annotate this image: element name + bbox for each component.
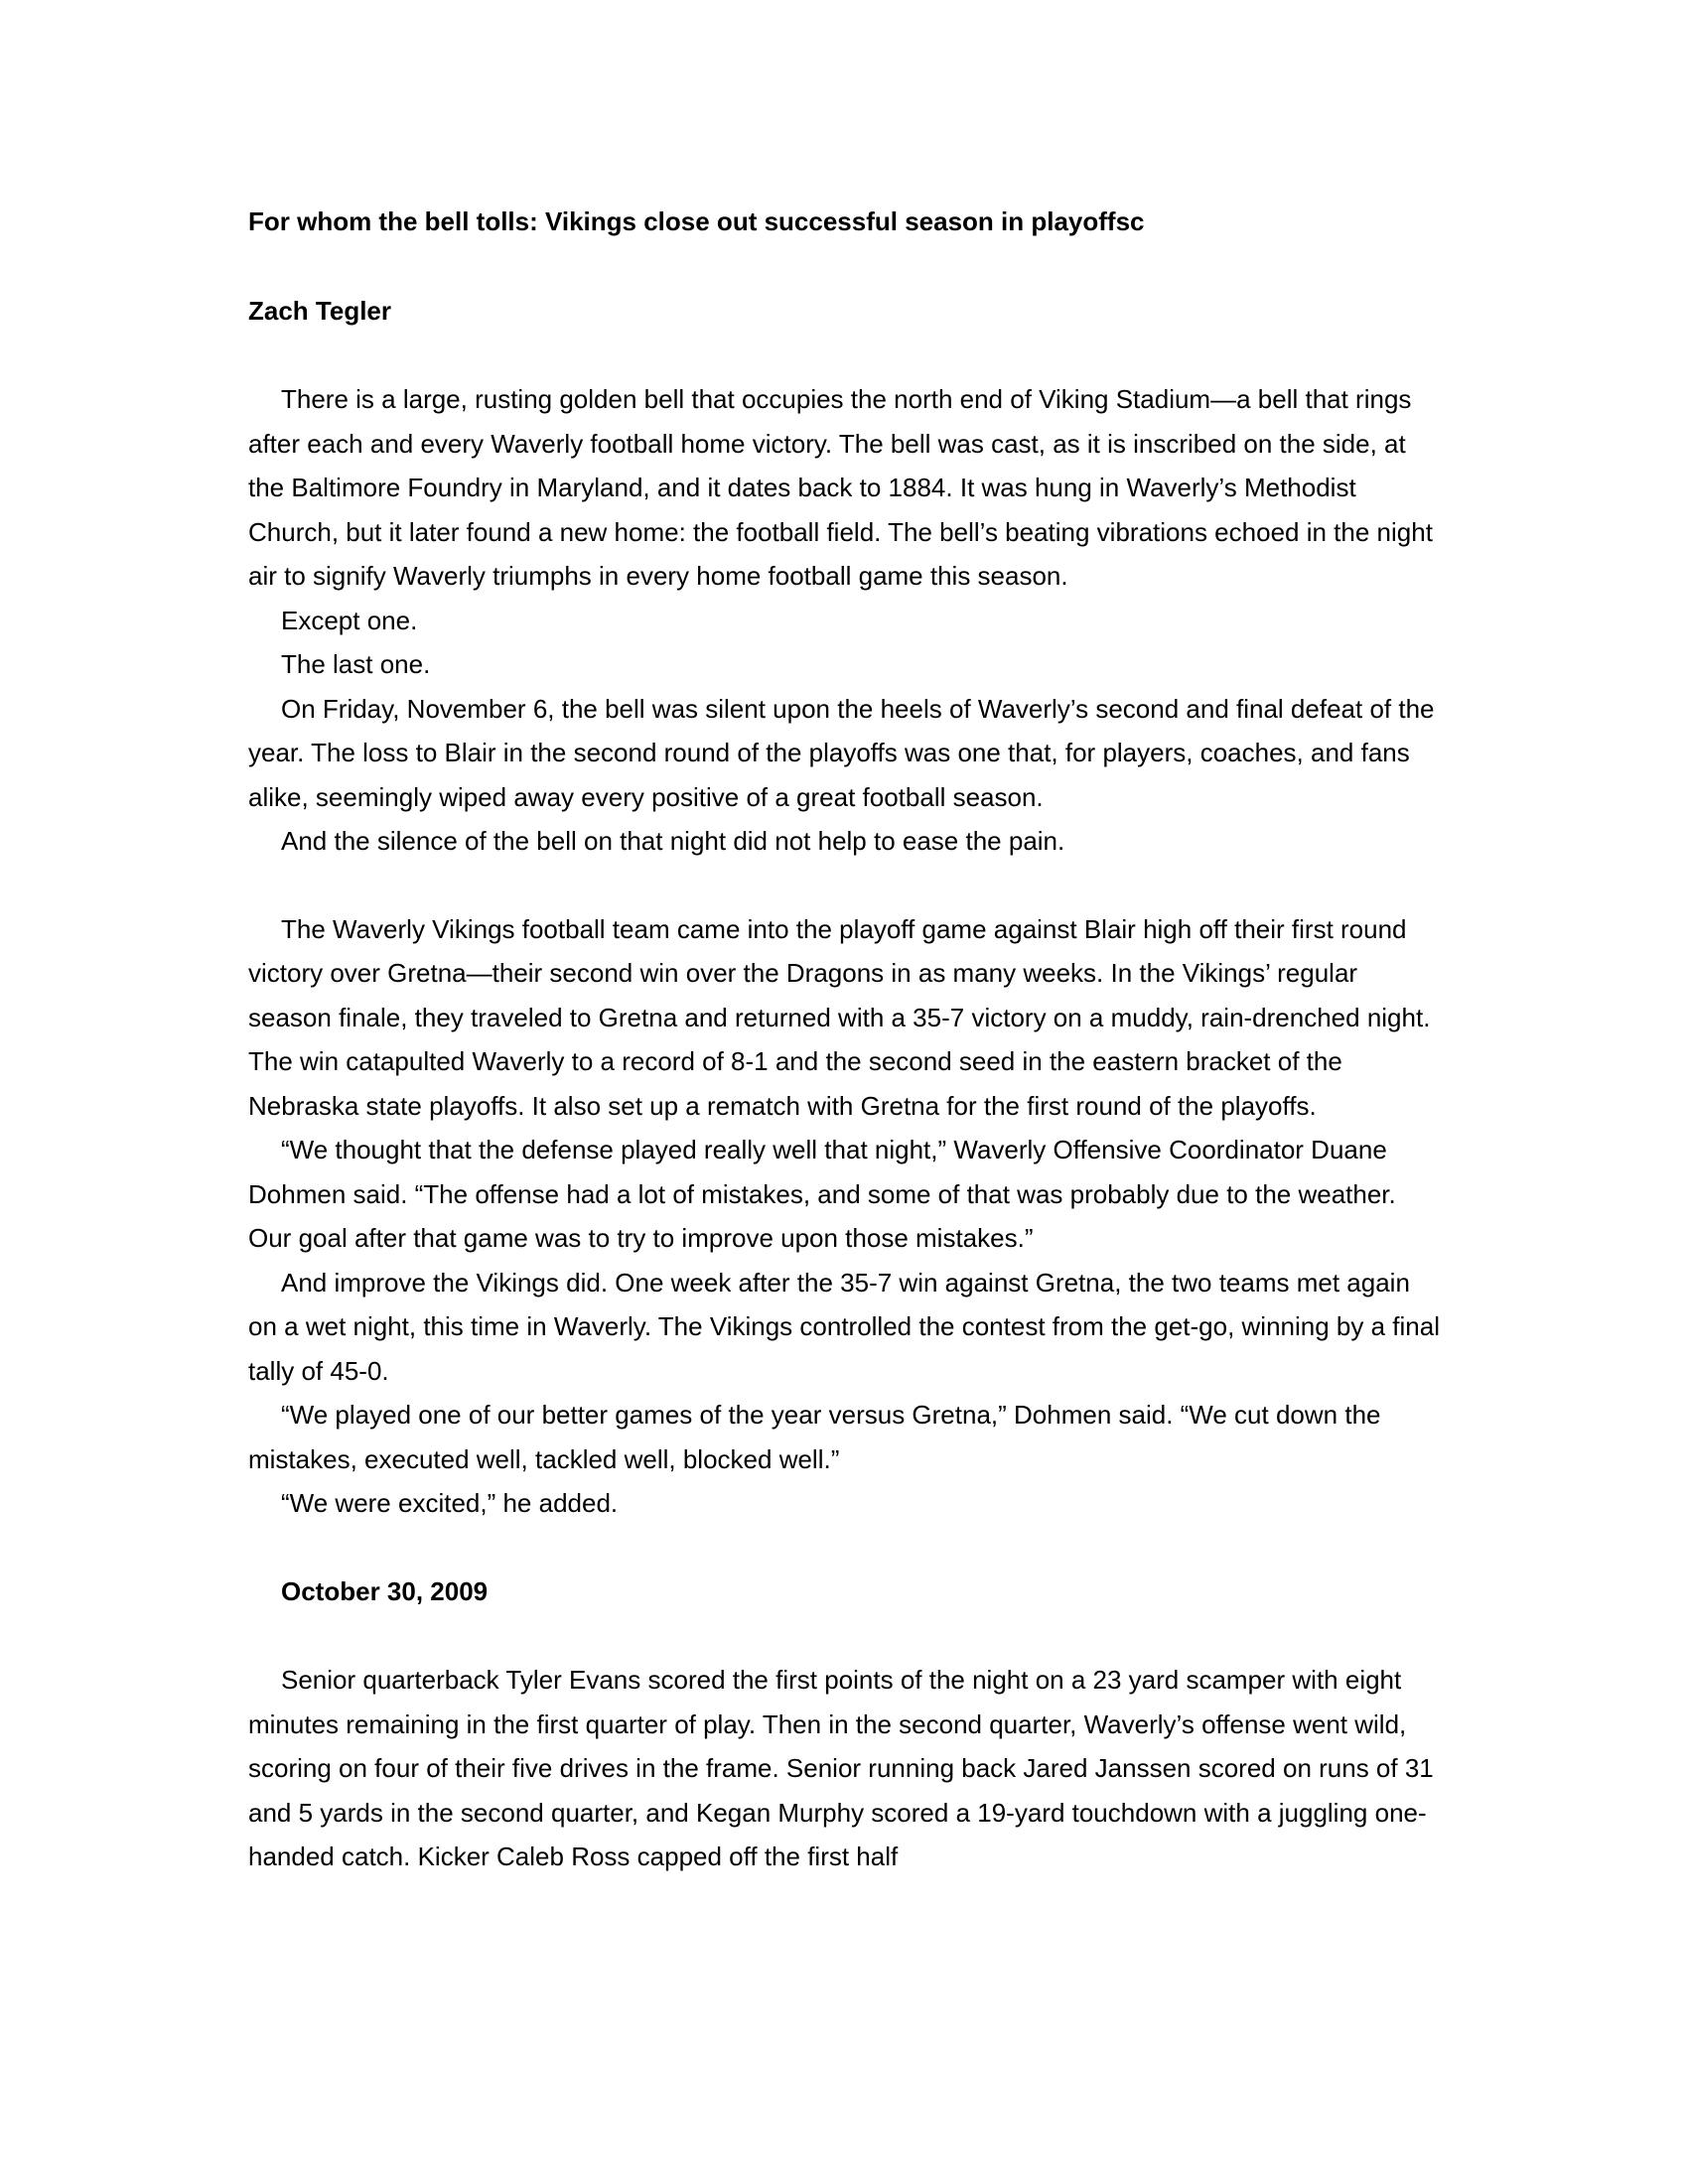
article-section-2 <box>248 907 1440 1526</box>
document-page <box>248 184 1440 1879</box>
paragraph: “We thought that the defense played really well that night,” Waverly Offensive Coordinator Duane Dohmen said. “The offense had a lot of mistakes, and some of that was probably due to the weather. Our goal after that game was to try to improve upon those mistakes.” <box>248 1135 1396 1253</box>
paragraph: “We were excited,” he added. <box>281 1488 619 1518</box>
paragraph: Senior quarterback Tyler Evans scored the first points of the night on a 23 yard scamper with eight minutes remaining in the first quarter of play. Then in the second quarter, Waverly’s offense went wild, scoring on four of their five drives in the frame. Senior running back Jared Janssen scored on runs of 31 and 5 yards in the second quarter, and Kegan Murphy scored a 19-yard touchdown with a juggling one-handed catch. Kicker Caleb Ross capped off the first half <box>248 1665 1434 1871</box>
paragraph: And improve the Vikings did. One week after the 35-7 win against Gretna, the two teams met again on a wet night, this time in Waverly. The Vikings controlled the contest from the get-go, winning by a final tally of 45-0. <box>248 1267 1440 1386</box>
paragraph: The last one. <box>281 649 431 679</box>
article-section-3 <box>248 1658 1440 1879</box>
paragraph: “We played one of our better games of the year versus Gretna,” Dohmen said. “We cut down the mistakes, executed well, tackled well, blocked well.” <box>248 1400 1381 1474</box>
paragraph: There is a large, rusting golden bell that occupies the north end of Viking Stadium—a bell that rings after each and every Waverly football home victory. The bell was cast, as it is inscribed on the side, at the Baltimore Foundry in Maryland, and it dates back to 1884. It was hung in Waverly’s Methodist Church, but it later found a new home: the football field. The bell’s beating vibrations echoed in the night air to signify Waverly triumphs in every home football game this season. <box>248 384 1433 591</box>
article-section-1 <box>248 377 1440 864</box>
article-author: Zach Tegler <box>248 295 392 326</box>
paragraph: And the silence of the bell on that night did not help to ease the pain. <box>281 826 1065 856</box>
article-title: For whom the bell tolls: Vikings close out successful season in playoffsc <box>248 206 1145 236</box>
paragraph: The Waverly Vikings football team came into the playoff game against Blair high off their first round victory over Gretna—their second win over the Dragons in as many weeks. In the Vikings’ regular season finale, they traveled to Gretna and returned with a 35-7 victory on a muddy, rain-drenched night. The win catapulted Waverly to a record of 8-1 and the second seed in the eastern bracket of the Nebraska state playoffs. It also set up a rematch with Gretna for the first round of the playoffs. <box>248 913 1431 1121</box>
dateline: October 30, 2009 <box>281 1575 489 1606</box>
paragraph: Except one. <box>281 605 418 635</box>
paragraph: On Friday, November 6, the bell was silent upon the heels of Waverly’s second and final defeat of the year. The loss to Blair in the second round of the playoffs was one that, for players, coaches, and fans alike, seemingly wiped away every positive of a great football season. <box>248 693 1435 812</box>
